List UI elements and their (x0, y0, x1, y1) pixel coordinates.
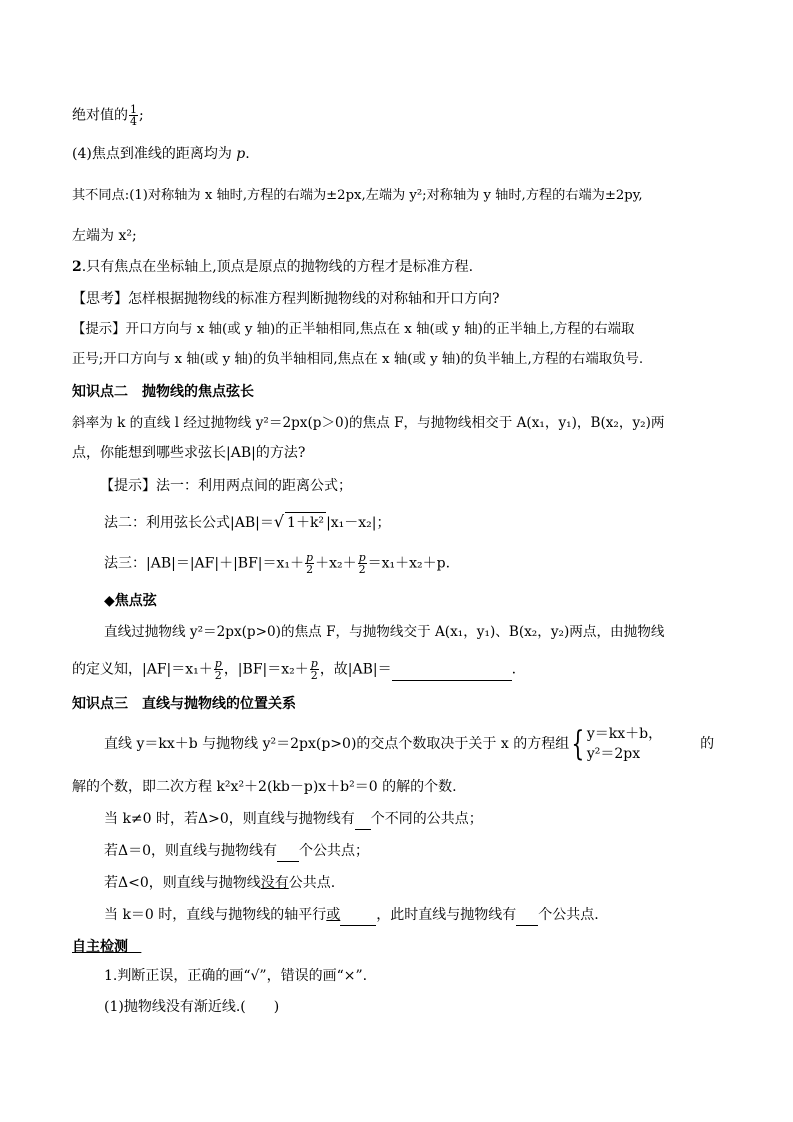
text-line: 左端为 x²; (72, 228, 137, 244)
answer-blank[interactable] (516, 905, 538, 926)
text-line: 绝对值的 $\frac{1}{4}$ ; (72, 103, 144, 128)
text: 绝对值的 (72, 107, 128, 124)
text-line: 正号;开口方向与 x 轴(或 y 轴)的负半轴相同,焦点在 x 轴(或 y 轴)的负半轴上,方程的右端取负号. (72, 352, 644, 367)
sqrt-expression: 1＋k² (285, 512, 326, 533)
text-line: 其不同点:(1)对称轴为 x 轴时,方程的右端为±2px,左端为 y²;对称轴为 y 轴时,方程的右端为±2py, (72, 188, 643, 203)
section-title: 自主检测 (72, 939, 128, 955)
fraction: $\frac{1}{4}$ (130, 103, 137, 128)
fraction: $\frac{p}{2}$ (310, 657, 318, 682)
text-line: 【思考】怎样根据抛物线的标准方程判断抛物线的对称轴和开口方向? (72, 291, 500, 307)
text-line: 当 k＝0 时，直线与抛物线的轴平行或 ，此时直线与抛物线有 个公共点. (104, 905, 599, 926)
text-line: 【提示】开口方向与 x 轴(或 y 轴)的正半轴相同,焦点在 x 轴(或 y 轴)的正半轴上,方程的右端取 (72, 322, 635, 337)
equation-system: y＝kx＋b， y²＝2px (586, 726, 663, 762)
answer-blank[interactable] (355, 809, 371, 830)
subsection-title: ◆焦点弦 (104, 593, 157, 609)
text-line: 【提示】法一：利用两点间的距离公式； (100, 478, 352, 494)
text-line: 直线过抛物线 y²＝2px(p>0)的焦点 F，与抛物线交于 A(x₁，y₁)、B(x₂，y₂)两点，由抛物线 (104, 624, 665, 640)
fraction: $\frac{p}{2}$ (358, 551, 366, 576)
fraction: $\frac{p}{2}$ (214, 657, 222, 682)
text-line: (1)抛物线没有渐近线.( ) (104, 999, 280, 1015)
text-line: 1.判断正误，正确的画“√”，错误的画“×”. (104, 968, 368, 984)
text-line: 法三：|AB|＝|AF|＋|BF|＝x₁＋ $\frac{p}{2}$ ＋x₂＋ $\frac{p}{2}$ ＝x₁＋x₂＋p. (104, 551, 451, 576)
section-title: 知识点三 直线与抛物线的位置关系 (72, 696, 296, 712)
answer-blank[interactable] (392, 660, 512, 681)
text-line: 若Δ＝0，则直线与抛物线有 个公共点； (104, 841, 369, 862)
text-line: (4)焦点到准线的距离均为 p. (72, 146, 250, 162)
text-line: 斜率为 k 的直线 l 经过抛物线 y²＝2px(p＞0)的焦点 F，与抛物线相交于 A(x₁，y₁)，B(x₂，y₂)两 (72, 415, 665, 431)
text-line: 解的个数，即二次方程 k²x²＋2(kb－p)x＋b²＝0 的解的个数. (72, 779, 457, 795)
text-line: 当 k≠0 时，若Δ>0，则直线与抛物线有 个不同的公共点； (104, 809, 483, 830)
answer-blank[interactable] (340, 905, 376, 926)
text-line: 若Δ<0，则直线与抛物线没有公共点. (104, 875, 336, 891)
answer-blank[interactable] (277, 841, 299, 862)
text-line: 直线 y＝kx＋b 与抛物线 y²＝2px(p>0)的交点个数取决于关于 x 的方程组{ y＝kx＋b， y²＝2px 的 (104, 724, 715, 764)
brace-symbol: { (571, 724, 585, 764)
section-title: 知识点二 抛物线的焦点弦长 (72, 384, 254, 400)
text-line: 法二：利用弦长公式|AB|＝√ 1＋k² |x₁－x₂|； (104, 512, 391, 531)
fraction: $\frac{p}{2}$ (306, 551, 314, 576)
text-line: 点，你能想到哪些求弦长|AB|的方法? (72, 445, 306, 461)
text-line: 2.只有焦点在坐标轴上,顶点是原点的抛物线的方程才是标准方程. (72, 259, 474, 275)
text-line: 的定义知，|AF|＝x₁＋ $\frac{p}{2}$ ，|BF|＝x₂＋ $\frac{p}{2}$ ，故|AB|＝ . (72, 657, 517, 682)
